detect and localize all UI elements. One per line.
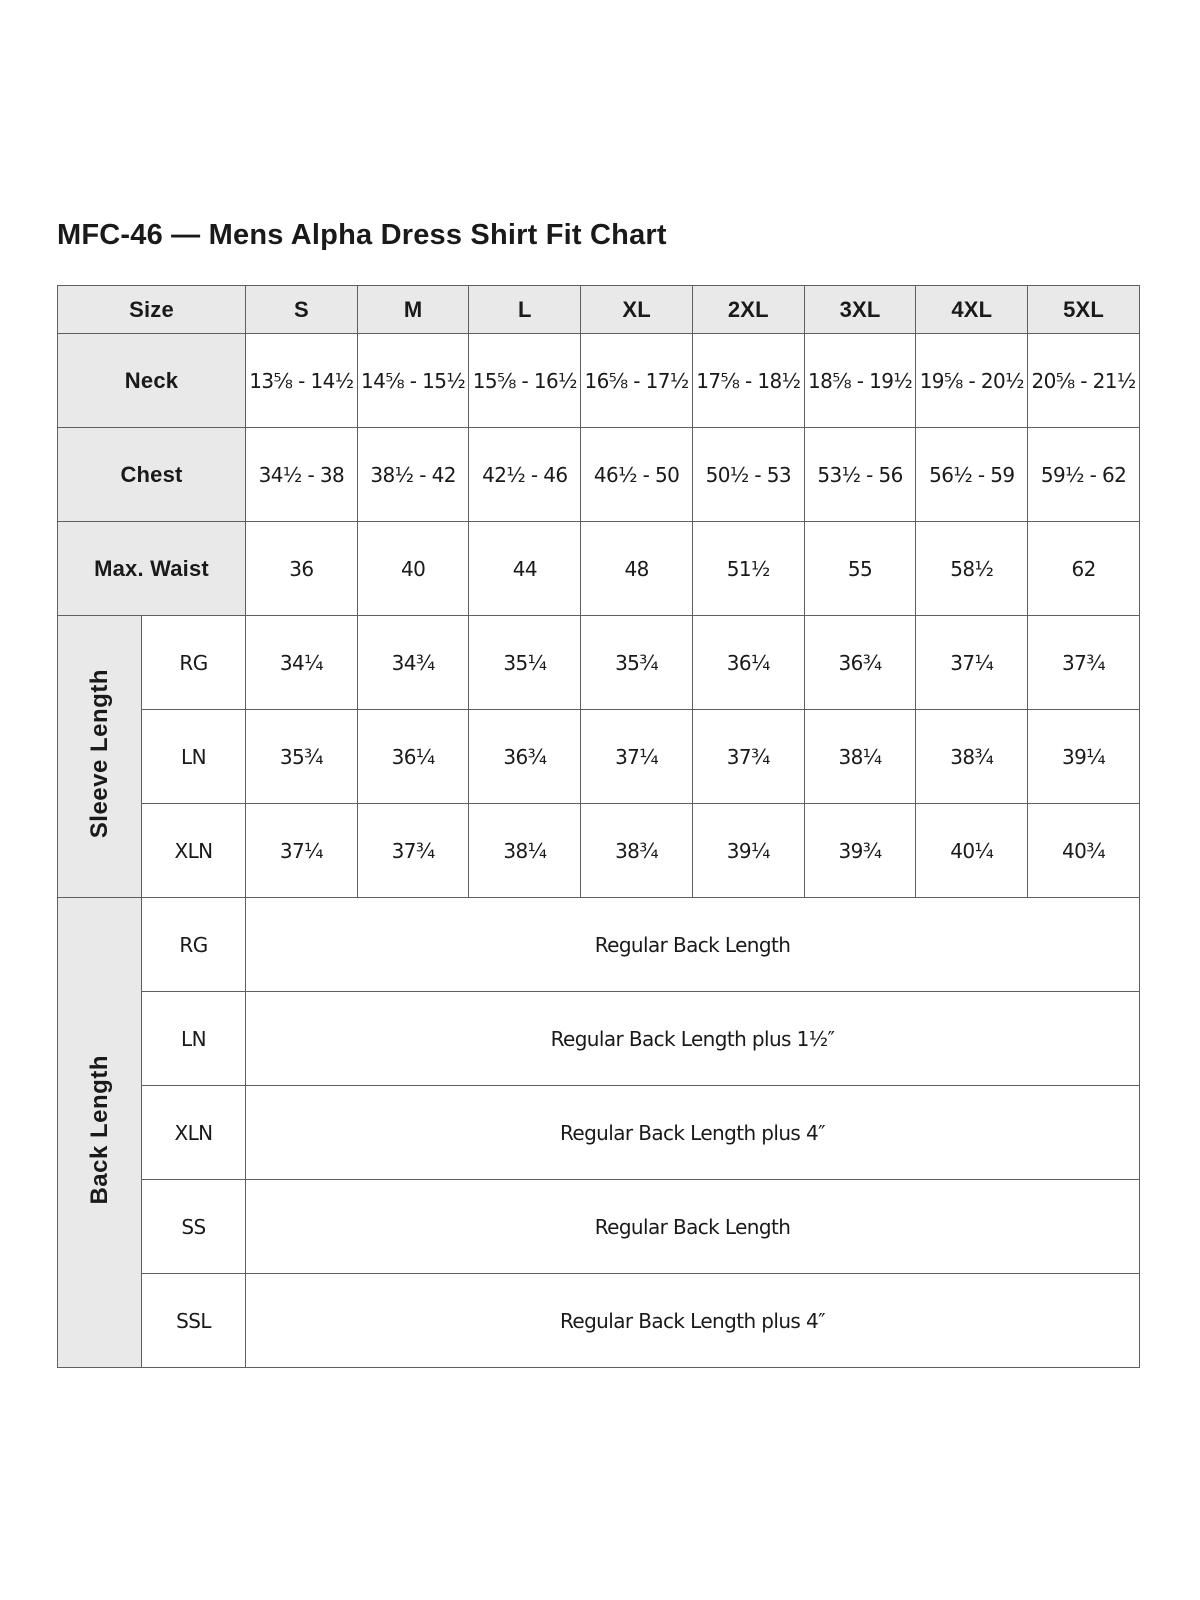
sleeve-ln-row	[58, 710, 1140, 804]
back-ss-label: SS	[142, 1180, 246, 1274]
max-waist-row	[58, 522, 1140, 616]
chest-cell: 42½ - 46	[469, 428, 581, 522]
neck-cell: 16⅝ - 17½	[581, 334, 693, 428]
neck-cell: 15⅝ - 16½	[469, 334, 581, 428]
sleeve-rg-cell: 37¼	[916, 616, 1028, 710]
sleeve-xln-cell: 39¼	[692, 804, 804, 898]
sleeve-ln-cell: 37¼	[581, 710, 693, 804]
back-xln-value: Regular Back Length plus 4″	[246, 1086, 1140, 1180]
back-rg-value: Regular Back Length	[246, 898, 1140, 992]
sleeve-xln-label: XLN	[142, 804, 246, 898]
back-ss-value: Regular Back Length	[246, 1180, 1140, 1274]
back-ln-label: LN	[142, 992, 246, 1086]
sleeve-ln-cell: 36¾	[469, 710, 581, 804]
sleeve-xln-cell: 37¼	[246, 804, 358, 898]
chest-cell: 38½ - 42	[357, 428, 469, 522]
max-waist-cell: 40	[357, 522, 469, 616]
back-length-section-label	[58, 898, 142, 1368]
back-rg-label: RG	[142, 898, 246, 992]
neck-cell: 14⅝ - 15½	[357, 334, 469, 428]
neck-cell: 20⅝ - 21½	[1028, 334, 1140, 428]
max-waist-cell: 48	[581, 522, 693, 616]
page-title: MFC-46 — Mens Alpha Dress Shirt Fit Chart	[57, 219, 667, 251]
chest-cell: 53½ - 56	[804, 428, 916, 522]
sleeve-rg-cell: 36¾	[804, 616, 916, 710]
sleeve-ln-cell: 38¾	[916, 710, 1028, 804]
size-header-2xl: 2XL	[692, 286, 804, 334]
max-waist-cell: 55	[804, 522, 916, 616]
back-ssl-row	[58, 1274, 1140, 1368]
header-row	[58, 286, 1140, 334]
chest-cell: 56½ - 59	[916, 428, 1028, 522]
sleeve-xln-cell: 39¾	[804, 804, 916, 898]
max-waist-cell: 51½	[692, 522, 804, 616]
size-header-5xl: 5XL	[1028, 286, 1140, 334]
max-waist-cell: 58½	[916, 522, 1028, 616]
back-ss-row	[58, 1180, 1140, 1274]
back-ln-value: Regular Back Length plus 1½″	[246, 992, 1140, 1086]
sleeve-ln-cell: 36¼	[357, 710, 469, 804]
neck-cell: 19⅝ - 20½	[916, 334, 1028, 428]
sleeve-xln-row	[58, 804, 1140, 898]
chest-row	[58, 428, 1140, 522]
sleeve-length-section-label	[58, 616, 142, 898]
sleeve-length-vertical-text: Sleeve Length	[85, 669, 113, 839]
sleeve-ln-cell: 37¾	[692, 710, 804, 804]
chest-cell: 34½ - 38	[246, 428, 358, 522]
sleeve-ln-cell: 35¾	[246, 710, 358, 804]
sleeve-xln-cell: 40¼	[916, 804, 1028, 898]
fit-chart-table	[57, 285, 1140, 1368]
back-length-vertical-text: Back Length	[85, 1055, 113, 1205]
max-waist-cell: 44	[469, 522, 581, 616]
neck-row	[58, 334, 1140, 428]
max-waist-cell: 36	[246, 522, 358, 616]
sleeve-rg-label: RG	[142, 616, 246, 710]
back-ssl-label: SSL	[142, 1274, 246, 1368]
chest-cell: 46½ - 50	[581, 428, 693, 522]
size-header-s: S	[246, 286, 358, 334]
back-ln-row	[58, 992, 1140, 1086]
neck-row-label: Neck	[58, 334, 246, 428]
sleeve-xln-cell: 38¼	[469, 804, 581, 898]
sleeve-rg-row	[58, 616, 1140, 710]
max-waist-cell: 62	[1028, 522, 1140, 616]
back-xln-row	[58, 1086, 1140, 1180]
sleeve-rg-cell: 37¾	[1028, 616, 1140, 710]
size-corner-header: Size	[58, 286, 246, 334]
sleeve-rg-cell: 34¼	[246, 616, 358, 710]
back-ssl-value: Regular Back Length plus 4″	[246, 1274, 1140, 1368]
chest-row-label: Chest	[58, 428, 246, 522]
sleeve-rg-cell: 35¾	[581, 616, 693, 710]
sleeve-rg-cell: 36¼	[692, 616, 804, 710]
neck-cell: 18⅝ - 19½	[804, 334, 916, 428]
sleeve-rg-cell: 35¼	[469, 616, 581, 710]
sleeve-ln-label: LN	[142, 710, 246, 804]
chest-cell: 59½ - 62	[1028, 428, 1140, 522]
sleeve-xln-cell: 40¾	[1028, 804, 1140, 898]
sleeve-rg-cell: 34¾	[357, 616, 469, 710]
back-xln-label: XLN	[142, 1086, 246, 1180]
back-rg-row	[58, 898, 1140, 992]
size-header-m: M	[357, 286, 469, 334]
max-waist-row-label: Max. Waist	[58, 522, 246, 616]
neck-cell: 17⅝ - 18½	[692, 334, 804, 428]
size-header-l: L	[469, 286, 581, 334]
neck-cell: 13⅝ - 14½	[246, 334, 358, 428]
size-header-xl: XL	[581, 286, 693, 334]
sleeve-xln-cell: 38¾	[581, 804, 693, 898]
size-header-4xl: 4XL	[916, 286, 1028, 334]
sleeve-ln-cell: 38¼	[804, 710, 916, 804]
sleeve-xln-cell: 37¾	[357, 804, 469, 898]
size-header-3xl: 3XL	[804, 286, 916, 334]
sleeve-ln-cell: 39¼	[1028, 710, 1140, 804]
chest-cell: 50½ - 53	[692, 428, 804, 522]
